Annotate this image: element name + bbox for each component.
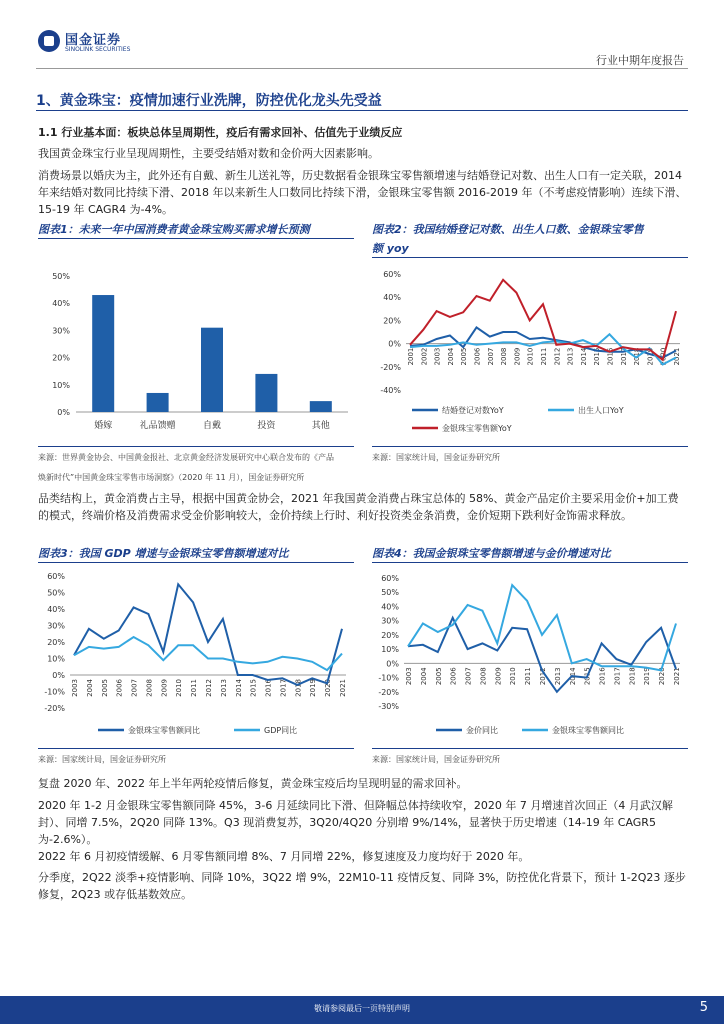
figure3-source: 来源：国家统计局，国金证券研究所 — [38, 755, 166, 764]
y-tick-label: 20% — [381, 630, 399, 640]
paragraph-4: 2020 年 1-2 月金银珠宝零售额同降 45%，3-6 月延续同比下滑、但降幅总体持续收窄，2020 年 7 月增速首次回正（4 月武汉解封）、同增 7.5%，2Q20 同降 13%。Q3 现消费复苏，3Q20/4Q20 分别增 9%/14%，显著快于历史增速（14-19 年 CAGR5 为-2.6%）。 — [38, 799, 673, 846]
y-tick-label: 40% — [52, 299, 70, 309]
footer-disclaimer: 敬请参阅最后一页特别声明 — [314, 1004, 410, 1013]
x-tick-label: 2001 — [407, 347, 415, 366]
y-tick-label: 20% — [383, 316, 401, 326]
y-tick-label: 0% — [52, 671, 65, 680]
y-tick-label: 20% — [52, 353, 70, 363]
x-tick-label: 2020 — [658, 667, 667, 686]
x-tick-label: 2012 — [539, 667, 547, 686]
page-number: 5 — [699, 1000, 708, 1015]
y-tick-label: 0% — [386, 659, 399, 669]
x-tick-label: 2010 — [526, 347, 535, 366]
y-tick-label: -10% — [44, 687, 65, 697]
figure2-source: 来源：国家统计局，国金证券研究所 — [372, 453, 500, 462]
x-tick-label: 2013 — [553, 667, 562, 686]
logo-text-en: SINOLINK SECURITIES — [65, 46, 131, 53]
y-tick-label: 30% — [52, 326, 70, 336]
x-tick-label: 婚嫁 — [94, 421, 113, 431]
x-tick-label: 2019 — [309, 679, 318, 697]
section-divider — [36, 110, 688, 111]
section-title: 1、黄金珠宝：疫情加速行业洗牌，防控优化龙头先受益 — [36, 93, 382, 109]
y-tick-label: 10% — [52, 380, 70, 390]
paragraph-6: 分季度，2Q22 淡季+疫情影响、同降 10%，3Q22 增 9%，22M10-11 疫情反复、同降 3%，防控优化背景下，预计 1-2Q23 逐步修复，2Q23 或存低基数效应。 — [38, 871, 686, 901]
x-tick-label: 投资 — [257, 421, 276, 431]
y-tick-label: 0% — [388, 339, 401, 349]
x-tick-label: 2011 — [190, 679, 199, 697]
series-line — [74, 584, 342, 685]
figure1-rule — [38, 238, 354, 239]
x-tick-label: 2002 — [420, 347, 429, 366]
figure1-title: 图表1：未来一年中国消费者黄金珠宝购买需求增长预测 — [38, 223, 310, 236]
y-tick-label: 10% — [47, 654, 65, 664]
x-tick-label: 2005 — [434, 667, 443, 686]
x-tick-label: 其他 — [311, 421, 330, 431]
legend-label: 金银珠宝零售额YoY — [442, 424, 512, 433]
y-tick-label: -40% — [380, 386, 401, 395]
report-type: 行业中期年度报告 — [596, 54, 684, 67]
figure4-source: 来源：国家统计局，国金证券研究所 — [372, 755, 500, 764]
x-tick-label: 自戴 — [202, 421, 222, 431]
figure2-title-line2: 额 yoy — [372, 242, 409, 255]
figure3-rule — [38, 562, 354, 563]
y-tick-label: -10% — [378, 673, 399, 683]
x-tick-label: 2006 — [115, 679, 124, 697]
x-tick-label: 2008 — [145, 679, 154, 697]
x-tick-label: 2004 — [85, 679, 94, 697]
x-tick-label: 2015 — [583, 667, 592, 686]
y-tick-label: 40% — [381, 602, 399, 612]
x-tick-label: 2013 — [566, 347, 575, 366]
figure1-source-line2: 焕新时代”中国黄金珠宝零售市场洞察》（2020 年 11 月），国金证券研究所 — [38, 473, 305, 482]
logo-icon — [38, 30, 60, 52]
x-tick-label: 2015 — [249, 679, 258, 697]
y-tick-label: 50% — [381, 588, 399, 598]
figure3-title: 图表3：我国 GDP 增速与金银珠宝零售额增速对比 — [38, 547, 289, 560]
x-tick-label: 2011 — [524, 667, 533, 686]
paragraph-3: 复盘 2020 年、2022 年上半年两轮疫情后修复，黄金珠宝疫后均呈现明显的需求回补。 — [38, 777, 468, 790]
x-tick-label: 2003 — [405, 667, 413, 686]
x-tick-label: 2009 — [513, 347, 522, 366]
bar — [255, 374, 277, 412]
y-tick-label: -20% — [380, 362, 401, 372]
legend-label: GDP同比 — [264, 726, 298, 735]
legend-label: 金银珠宝零售额同比 — [552, 726, 624, 735]
paragraph-5: 2022 年 6 月初疫情缓解、6 月零售额同增 8%、7 月同增 22%，修复速度及力度均好于 2020 年。 — [38, 850, 530, 863]
y-tick-label: -20% — [378, 687, 399, 697]
logo-text-cn: 国金证券 — [65, 33, 122, 48]
legend-label: 金价同比 — [466, 726, 498, 735]
x-tick-label: 2021 — [673, 347, 681, 366]
y-tick-label: 10% — [381, 645, 399, 655]
bar — [310, 401, 332, 412]
x-tick-label: 2007 — [486, 347, 495, 366]
paragraph-intro: 我国黄金珠宝行业呈现周期性，主要受结婚对数和金价两大因素影响。 — [38, 147, 379, 160]
paragraph-2: 品类结构上，黄金消费占主导，根据中国黄金协会，2021 年我国黄金消费占珠宝总体的 58%、黄金产品定价主要采用金价+加工费的模式，终端价格及消费需求受金价影响较大，金价持续上行时、利好投资类金条消费，金价短期下跌利好金饰需求释放。 — [38, 492, 679, 522]
x-tick-label: 2016 — [264, 679, 273, 697]
x-tick-label: 2012 — [205, 679, 213, 697]
figure4-bottom-rule — [372, 748, 688, 749]
x-tick-label: 2017 — [279, 679, 288, 697]
bar — [92, 295, 114, 412]
figure4-title: 图表4：我国金银珠宝零售额增速与金价增速对比 — [372, 547, 611, 560]
x-tick-label: 2018 — [294, 679, 303, 697]
x-tick-label: 2014 — [234, 679, 243, 697]
x-tick-label: 2005 — [100, 679, 109, 697]
x-tick-label: 2010 — [175, 679, 184, 697]
company-logo — [38, 28, 158, 58]
x-tick-label: 2015 — [593, 347, 602, 366]
y-tick-label: 60% — [381, 574, 399, 583]
x-tick-label: 2012 — [553, 347, 562, 366]
x-tick-label: 2009 — [160, 679, 169, 697]
x-tick-label: 2009 — [494, 667, 503, 686]
x-tick-label: 2020 — [324, 679, 333, 697]
legend-label: 出生人口YoY — [578, 406, 624, 415]
x-tick-label: 2007 — [130, 679, 139, 697]
y-tick-label: 20% — [47, 638, 65, 647]
x-tick-label: 2004 — [446, 347, 455, 366]
y-tick-label: 60% — [47, 572, 65, 581]
figure1-bar-chart — [38, 262, 356, 442]
figure4-line-chart — [372, 568, 690, 744]
y-tick-label: 50% — [47, 588, 65, 598]
x-tick-label: 2020 — [659, 347, 668, 366]
header-divider — [36, 68, 688, 69]
figure2-rule — [372, 257, 688, 258]
paragraph-1: 消费场景以婚庆为主，此外还有自戴、新生儿送礼等，历史数据看金银珠宝零售额增速与结婚登记对数、出生人口有一定关联，2014 年来结婚对数同比持续下滑、2018 年以来新生人口数同比持续下滑，金银珠宝零售额 2016-2019 年（不考虑疫情影响）连续下滑、15-19 年 CAGR4 为-4%。 — [38, 169, 687, 216]
legend-label: 金银珠宝零售额同比 — [128, 726, 200, 735]
x-tick-label: 2003 — [71, 679, 79, 697]
x-tick-label: 2018 — [633, 347, 642, 366]
y-tick-label: -20% — [44, 704, 65, 713]
figure2-title-line1: 图表2：我国结婚登记对数、出生人口数、金银珠宝零售 — [372, 223, 644, 236]
x-tick-label: 2019 — [643, 667, 652, 686]
figure3-bottom-rule — [38, 748, 354, 749]
x-tick-label: 2017 — [619, 347, 628, 366]
x-tick-label: 礼品馈赠 — [139, 421, 176, 431]
legend-label: 结婚登记对数YoY — [442, 406, 504, 415]
x-tick-label: 2010 — [509, 667, 518, 686]
y-tick-label: 40% — [47, 605, 65, 614]
y-tick-label: -30% — [378, 702, 399, 711]
x-tick-label: 2008 — [500, 347, 509, 366]
x-tick-label: 2017 — [613, 667, 622, 686]
x-tick-label: 2018 — [628, 667, 637, 686]
x-tick-label: 2016 — [606, 347, 615, 366]
figure3-line-chart — [38, 568, 356, 744]
y-tick-label: 40% — [383, 293, 401, 303]
x-tick-label: 2004 — [419, 667, 428, 686]
x-tick-label: 2006 — [473, 347, 482, 366]
x-tick-label: 2019 — [646, 347, 655, 366]
x-tick-label: 2005 — [460, 347, 469, 366]
x-tick-label: 2008 — [479, 667, 488, 686]
x-tick-label: 2013 — [219, 679, 228, 697]
y-tick-label: 30% — [47, 621, 65, 631]
y-tick-label: 0% — [57, 408, 70, 417]
bar — [147, 393, 169, 412]
x-tick-label: 2003 — [433, 347, 442, 366]
x-tick-label: 2007 — [464, 667, 473, 686]
figure4-rule — [372, 562, 688, 563]
x-tick-label: 2011 — [540, 347, 548, 366]
figure1-bottom-rule — [38, 446, 354, 447]
x-tick-label: 2021 — [339, 679, 347, 697]
figure2-line-chart — [372, 262, 690, 442]
x-tick-label: 2021 — [673, 667, 681, 686]
figure2-bottom-rule — [372, 446, 688, 447]
y-tick-label: 30% — [381, 616, 399, 626]
figure1-source-line1: 来源：世界黄金协会、中国黄金报社、北京黄金经济发展研究中心联合发布的《产品 — [38, 453, 334, 462]
y-tick-label: 50% — [52, 272, 70, 281]
subsection-title: 1.1 行业基本面：板块总体呈周期性，疫后有需求回补、估值先于业绩反应 — [38, 126, 403, 139]
x-tick-label: 2006 — [449, 667, 458, 686]
y-tick-label: 60% — [383, 270, 401, 279]
x-tick-label: 2014 — [579, 347, 588, 366]
x-tick-label: 2014 — [568, 667, 577, 686]
bar — [201, 328, 223, 412]
x-tick-label: 2016 — [598, 667, 607, 686]
